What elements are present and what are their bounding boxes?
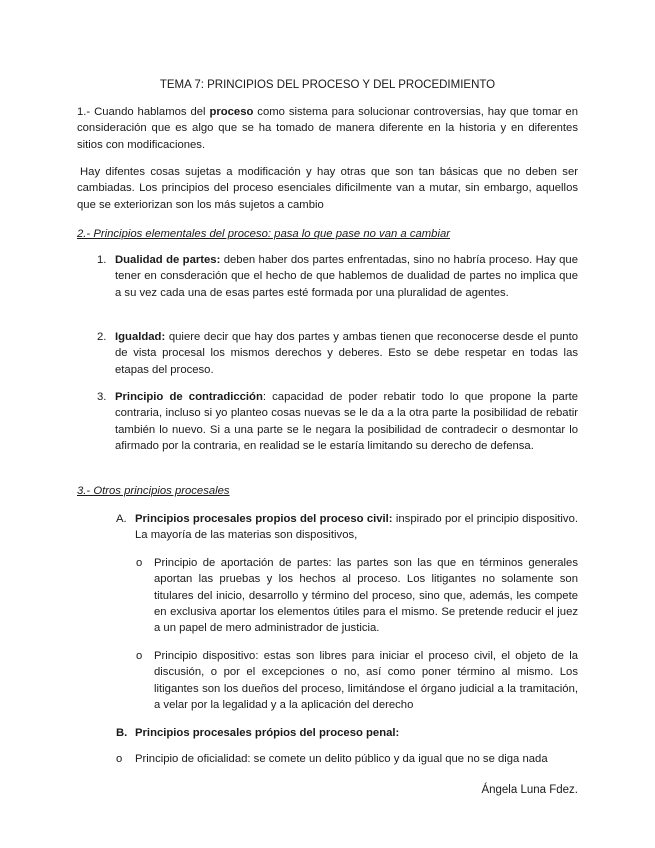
section-2-heading (77, 226, 578, 242)
intro-text-end: como sistema para solucionar controversias, hay que tomar en consideración que es algo que se ha tomado de manera diferente en la historia y en diferentes sitios con modificaciones. (77, 106, 578, 151)
bullet-text: Principio dispositivo: estas son libres para iniciar el proceso civil, el objeto de la discusión, o por el excepciones o no, así como poner término al mismo. Los litigantes son los dueños del proceso, limitándose el órgano judicial a la tramitación, a velar por la legalidad y a la aplicación del derecho (154, 650, 578, 711)
section-3-heading-text: 3.- Otros principios procesales (77, 485, 230, 497)
list-item-text: deben haber dos partes enfrentadas, sino no habría proceso. Hay que tener en consderación que el hecho de que hablemos de dualidad de partes no implica que a su vez cada una de esas partes esté formada por una pluralidad de agentes. (115, 254, 578, 299)
list-item-number: 1. (97, 254, 107, 266)
list-item-number: 3. (97, 391, 107, 403)
subsection-b-term: Principios procesales própios del proceso penal: (135, 727, 400, 739)
bullet-text: Principio de aportación de partes: las partes son las que en términos generales aportan las pruebas y los hechos al proceso. Los litigantes no solamente son titulares del inicio, desarrollo y término del proceso, sino que, además, les compete en exclusiva aportar los elementos útiles para el mismo. Se pretende reducir el juez a un papel de mero administrador de justicia. (154, 557, 578, 635)
page-title: TEMA 7: PRINCIPIOS DEL PROCESO Y DEL PROCEDIMIENTO (159, 79, 496, 91)
section-2-heading-text: 2.- Principios elementales del proceso: pasa lo que pase no van a cambiar (77, 228, 451, 240)
list-item-content (115, 389, 578, 454)
second-paragraph: Hay difentes cosas sujetas a modificación y hay otras que son tan básicas que no deben ser cambiadas. Los principios del proceso esenciales dificilmente van a mutar, sin embargo, aquellos que se exteriorizan son los más sujetos a cambio (77, 166, 578, 211)
intro-bold-term: proceso (209, 106, 254, 118)
subsection-a-content (135, 511, 578, 544)
subsection-b-heading (135, 725, 578, 741)
final-bullet-text: Principio de oficialidad: se comete un delito público y da igual que no se diga nada (135, 753, 548, 765)
subsection-a-text: inspirado por el principio dispositivo. La mayoría de las materias son dispositivos, (135, 513, 578, 542)
author-footer: Ángela Luna Fdez. (481, 784, 578, 796)
final-bullet-marker: o (116, 753, 123, 765)
list-item-text: quiere decir que hay dos partes y ambas tienen que reconocerse desde el punto de vista procesal los mismos derechos y deberes. Esto se debe respetar en todas las etapas del proceso. (115, 331, 578, 376)
intro-paragraph (77, 104, 578, 153)
list-item-number: 2. (97, 331, 107, 343)
list-item-content (115, 252, 578, 301)
list-item-content (115, 329, 578, 378)
subsection-b-label: B. (116, 727, 128, 739)
list-item-term: Igualdad: (115, 331, 166, 343)
bullet-marker: o (136, 557, 143, 569)
bullet-marker: o (136, 650, 143, 662)
list-item-term: Principio de contradicción (115, 391, 263, 403)
list-item-text: : capacidad de poder rebatir todo lo que propone la parte contraria, incluso si yo planteo cosas nuevas se le da a la otra parte la posibilidad de rebatir también lo nuevo. Si a una parte se le negara la posibilidad de contradecir o desmontar lo afirmado por la contraria, en realidad se le estaría limitando su derecho de defensa. (115, 391, 578, 452)
section-3-heading (77, 483, 578, 499)
intro-text-start: 1.- Cuando hablamos del (77, 106, 210, 118)
subsection-a-term: Principios procesales propios del proceso civil: (135, 513, 393, 525)
list-item-term: Dualidad de partes: (115, 254, 221, 266)
subsection-a-label: A. (116, 513, 127, 525)
